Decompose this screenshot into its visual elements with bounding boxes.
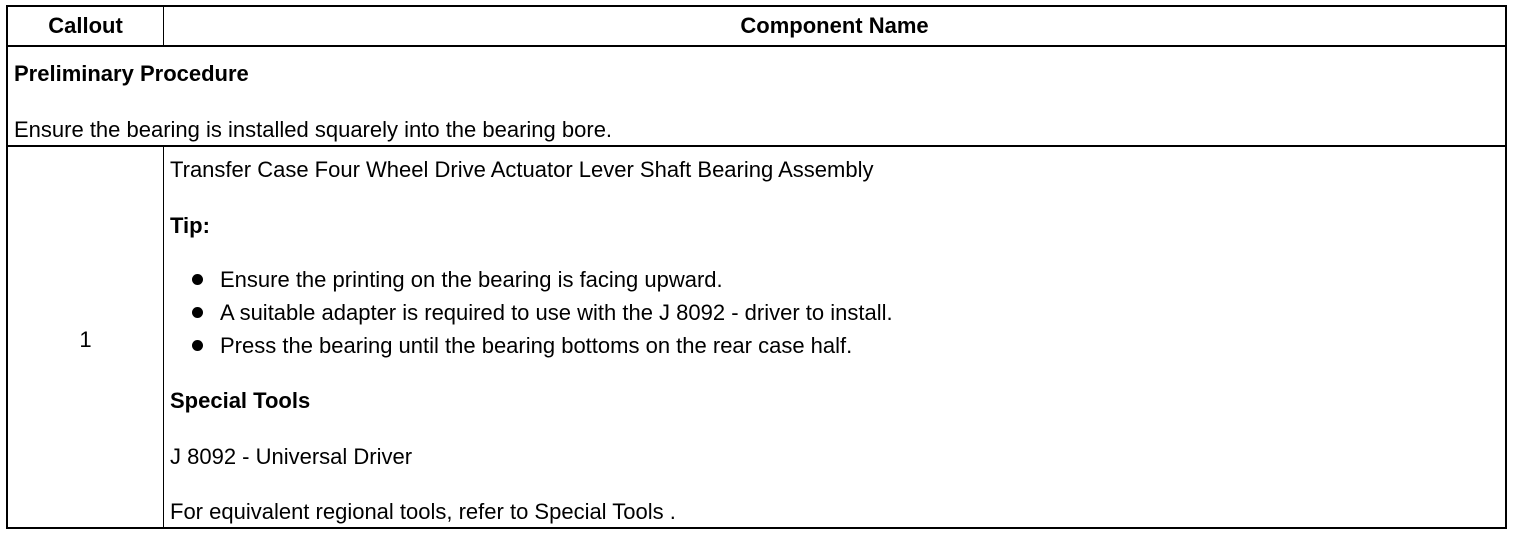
procedure-table: [6, 5, 1507, 529]
table-row: [8, 147, 1505, 529]
bullet-icon: [192, 340, 203, 351]
component-name: Transfer Case Four Wheel Drive Actuator Lever Shaft Bearing Assembly: [170, 157, 874, 182]
special-tool-name: J 8092 - Universal Driver: [170, 444, 413, 469]
callout-number: 1: [79, 327, 92, 352]
special-tools-label: Special Tools: [170, 388, 311, 413]
row-divider: [163, 147, 164, 529]
tip-label: Tip:: [170, 213, 210, 238]
tip-text: Ensure the printing on the bearing is facing upward.: [220, 267, 723, 292]
preliminary-procedure-title: Preliminary Procedure: [14, 61, 249, 86]
regional-tools-note: For equivalent regional tools, refer to Special Tools .: [170, 499, 676, 524]
bullet-icon: [192, 307, 203, 318]
preliminary-procedure-row: [8, 47, 1505, 147]
table-header-row: [8, 7, 1505, 47]
preliminary-procedure-text: Ensure the bearing is installed squarely into the bearing bore.: [14, 117, 613, 142]
tip-text: Press the bearing until the bearing bottoms on the rear case half.: [220, 333, 853, 358]
bullet-icon: [192, 274, 203, 285]
header-callout: Callout: [48, 13, 123, 38]
header-component-name: Component Name: [740, 13, 929, 38]
tip-text: A suitable adapter is required to use with the J 8092 - driver to install.: [220, 300, 893, 325]
